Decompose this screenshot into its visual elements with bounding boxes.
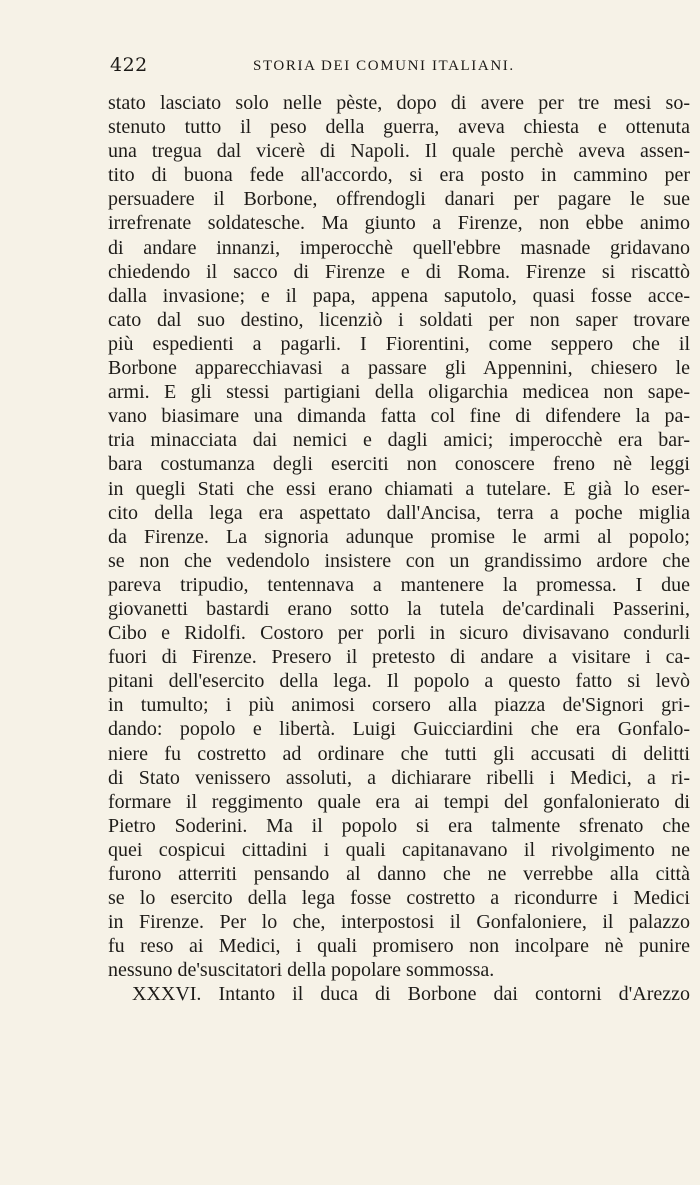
text-line: irrefrenate soldatesche. Ma giunto a Firenze, non ebbe animo [108,212,690,235]
text-line: chiedendo il sacco di Firenze e di Roma. Firenze si riscattò [108,260,690,283]
text-line: di Stato venissero assoluti, a dichiarare ribelli i Medici, a ri- [108,766,690,789]
text-line: in Firenze. Per lo che, interpostosi il Gonfaloniere, il palazzo [108,911,690,934]
text-line: in quegli Stati che essi erano chiamati a tutelare. E già lo eser- [108,477,690,500]
text-line: tito di buona fede all'accordo, si era posto in cammino per [108,164,690,187]
text-line: bara costumanza degli eserciti non conoscere freno nè leggi [108,453,690,476]
text-line: persuadere il Borbone, offrendogli danari per pagare le sue [108,188,690,211]
text-line: una tregua dal vicerè di Napoli. Il quale perchè aveva assen- [108,140,690,163]
text-line: dando: popolo e libertà. Luigi Guicciardini che era Gonfalo- [108,718,690,741]
text-line: Pietro Soderini. Ma il popolo si era talmente sfrenato che [108,814,690,837]
text-line: stenuto tutto il peso della guerra, aveva chiesta e ottenuta [108,116,690,139]
text-line: se lo esercito della lega fosse costretto a ricondurre i Medici [108,887,690,910]
text-line: se non che vedendolo insistere con un grandissimo ardore che [108,549,690,572]
text-line: di andare innanzi, imperocchè quell'ebbre masnade gridavano [108,236,690,259]
text-line: vano biasimare una dimanda fatta col fine di difendere la pa- [108,405,690,428]
text-line: giovanetti bastardi erano sotto la tutela de'cardinali Passerini, [108,597,690,620]
text-line: stato lasciato solo nelle pèste, dopo di avere per tre mesi so- [108,92,690,114]
text-line: tria minacciata dai nemici e dagli amici; imperocchè era bar- [108,429,690,452]
text-line: dalla invasione; e il papa, appena saputolo, quasi fosse acce- [108,284,690,307]
text-line: armi. E gli stessi partigiani della oligarchia medicea non sape- [108,381,690,404]
text-line: fu reso ai Medici, i quali promisero non incolpare nè punire [108,935,690,958]
text-line: da Firenze. La signoria adunque promise le armi al popolo; [108,525,690,548]
page-header [110,54,685,82]
page-number: 422 [110,54,148,76]
text-line: fuori di Firenze. Presero il pretesto di andare a visitare i ca- [108,646,690,669]
text-line: in tumulto; i più animosi corsero alla piazza de'Signori gri- [108,694,690,717]
text-line: più espedienti a pagarli. I Fiorentini, come seppero che il [108,332,690,355]
text-line: Borbone apparecchiavasi a passare gli Appennini, chiesero le [108,357,690,380]
text-line: quei cospicui cittadini i quali capitanavano il rivolgimento ne [108,838,690,861]
text-line: niere fu costretto ad ordinare che tutti gli accusati di delitti [108,742,690,765]
text-line: pareva tripudio, tentennava a mantenere la promessa. I due [108,573,690,596]
text-line: formare il reggimento quale era ai tempi del gonfalonierato di [108,790,690,813]
section-start-line: XXXVI. Intanto il duca di Borbone dai contorni d'Arezzo [132,983,690,1006]
text-line: cato dal suo destino, licenziò i soldati per non saper trovare [108,308,690,331]
paragraph-end-line: nessuno de'suscitatori della popolare sommossa. [108,959,495,982]
text-line: pitani dell'esercito della lega. Il popolo a questo fatto si levò [108,670,690,693]
text-line: Cibo e Ridolfi. Costoro per porli in sicuro divisavano condurli [108,622,690,645]
text-line: cito della lega era aspettato dall'Ancisa, terra a poche miglia [108,501,690,524]
body-text [108,91,690,1007]
running-head: STORIA DEI COMUNI ITALIANI. [253,58,515,74]
text-line: furono atterriti pensando al danno che ne verrebbe alla città [108,863,690,885]
